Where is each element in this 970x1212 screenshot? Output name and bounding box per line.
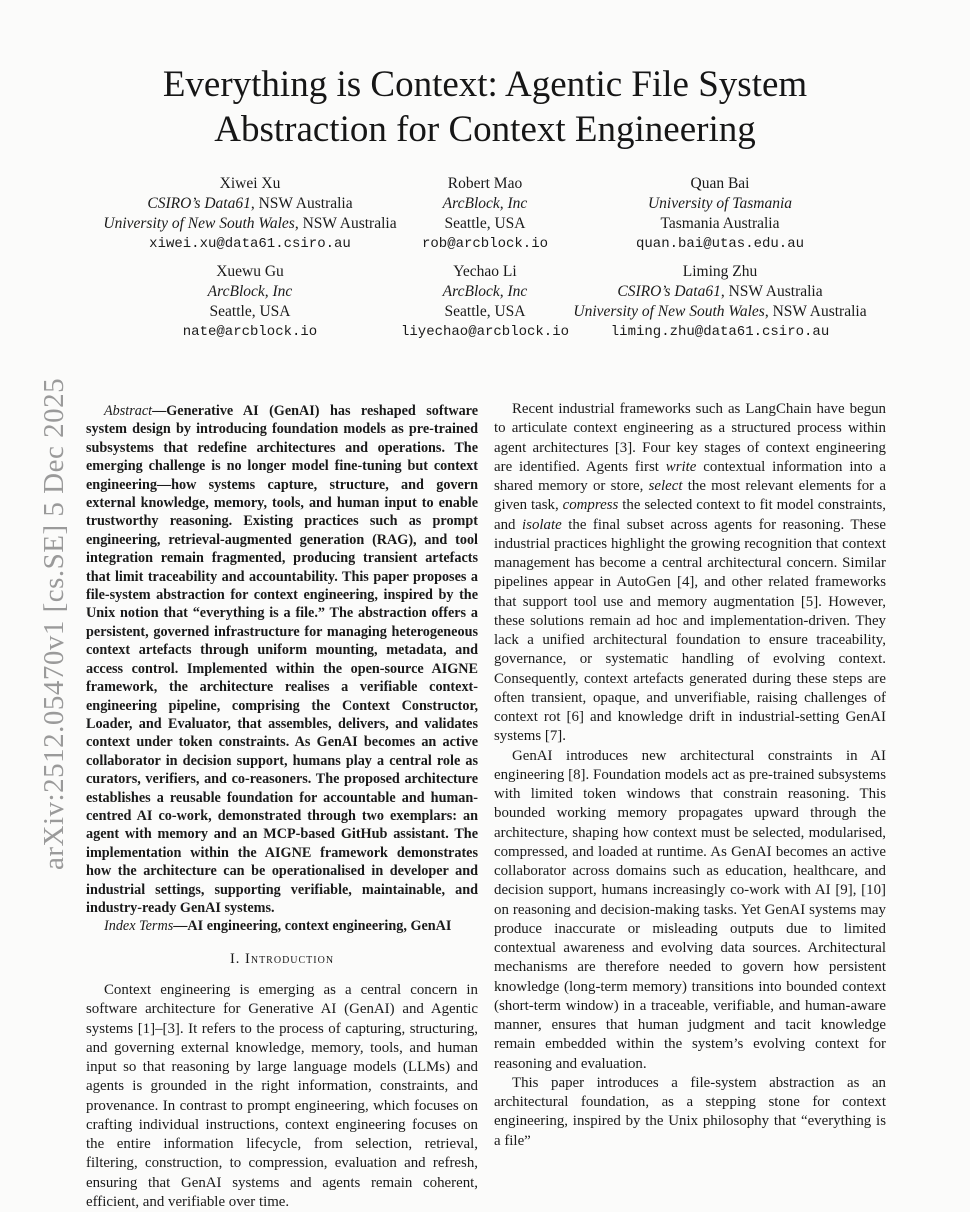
index-terms xyxy=(86,917,478,935)
index-terms-lead: Index Terms xyxy=(104,918,174,935)
author-block xyxy=(390,262,580,342)
author-affiliation-rest: , NSW Australia xyxy=(294,215,397,232)
author-affiliation: ArcBlock, Inc xyxy=(442,195,528,212)
author-affiliation: University of Tasmania xyxy=(647,195,793,212)
author-email: quan.bai@utas.edu.au xyxy=(635,236,805,252)
abstract-text: —Generative AI (GenAI) has reshaped software system design by introducing foundation models as pre-trained subsystems that redefine architectures and operations. The emerging challenge is no longer model fine-tuning but context engineering—how systems capture, structure, and govern external knowledge, memory, tools, and human input to enable trustworthy reasoning. Existing practices such as prompt engineering, retrieval-augmented generation (RAG), and tool integration remain fragmented, producing transient artefacts that limit traceability and accountability. This paper proposes a file-system abstraction for context engineering, inspired by the Unix notion that “everything is a file.” The abstraction offers a persistent, governed infrastructure for managing heterogeneous context artefacts through uniform mounting, metadata, and access control. Implemented within the open-source AIGNE framework, the architecture realises a verifiable context-engineering pipeline, comprising the Context Constructor, Loader, and Evaluator, that assembles, delivers, and validates context under token constraints. As GenAI becomes an active collaborator in decision support, humans play a central role as curators, verifiers, and co-reasoners. The proposed architecture establishes a reusable foundation for accountable and human-centred AI co-work, demonstrated through two exemplars: an agent with memory and an MCP-based GitHub assistant. The implementation within the AIGNE framework demonstrates how the architecture can be operationalised in developer and industrial settings, supporting verifiable, maintainable, and industry-ready GenAI systems. xyxy=(86,403,478,916)
author-location: Tasmania Australia xyxy=(660,215,780,232)
abstract-lead: Abstract xyxy=(104,403,153,419)
text-run: the most relevant elements for a given task, xyxy=(494,478,886,514)
author-block xyxy=(100,174,400,254)
text-run: the selected context to fit model constraints, and xyxy=(494,497,886,533)
emphasis-select: select xyxy=(648,478,683,494)
author-block xyxy=(570,262,870,342)
author-email: nate@arcblock.io xyxy=(182,324,318,340)
author-name: Xuewu Gu xyxy=(216,263,284,280)
author-affiliation-rest: , NSW Australia xyxy=(250,195,353,212)
intro-paragraph: Context engineering is emerging as a central concern in software architecture for Generative AI (GenAI) and Agentic systems [1]–[3]. It refers to the process of capturing, structuring, and governing external knowledge, memory, tools, and human input so that reasoning by large language models (LLMs) and agents is grounded in the right information, constraints, and provenance. In contrast to prompt engineering, which focuses on crafting individual instructions, context engineering focuses on the entire information lifecycle, from selection, retrieval, filtering, construction, to compression, evaluation and refresh, ensuring that GenAI systems and agents remain coherent, efficient, and verifiable over time. xyxy=(86,982,478,1210)
author-affiliation: ArcBlock, Inc xyxy=(207,283,293,300)
author-location: Seattle, USA xyxy=(444,215,526,232)
title-line-2: Abstraction for Context Engineering xyxy=(214,109,756,150)
text-run: the final subset across agents for reasoning. These industrial practices highlight the growing recognition that context management has become a central architectural concern. Similar pipelines appear in AutoGen [4], and other related frameworks that support tool use and memory augmentation [5]. However, these solutions remain ad hoc and implementation-driven. They lack a unified architectural foundation to ensure traceability, governance, or systematic handling of evolving context. Consequently, context artefacts generated during these steps are often transient, opaque, and unverifiable, raising challenges of context rot [6] and knowledge drift in industrial-setting GenAI systems [7]. xyxy=(494,516,886,745)
section-heading-introduction: I. Introduction xyxy=(229,950,335,967)
author-email: liming.zhu@data61.csiro.au xyxy=(610,324,830,340)
paper-title xyxy=(60,62,910,152)
author-name: Quan Bai xyxy=(690,175,750,192)
author-location: Seattle, USA xyxy=(444,303,526,320)
author-email: xiwei.xu@data61.csiro.au xyxy=(149,236,351,252)
author-location: Seattle, USA xyxy=(209,303,291,320)
author-block xyxy=(160,262,340,342)
title-line-1: Everything is Context: Agentic File System xyxy=(162,64,808,105)
author-affiliation-rest: , NSW Australia xyxy=(764,303,867,320)
author-name: Xiwei Xu xyxy=(219,175,281,192)
emphasis-write: write xyxy=(665,458,697,475)
author-email: liyechao@arcblock.io xyxy=(400,324,570,340)
emphasis-compress: compress xyxy=(562,497,619,514)
body-paragraph xyxy=(494,400,886,747)
emphasis-isolate: isolate xyxy=(522,516,562,533)
author-affiliation: University of New South Wales xyxy=(103,215,295,232)
author-block xyxy=(600,174,840,254)
author-affiliation: University of New South Wales xyxy=(573,303,765,320)
body-paragraph: This paper introduces a file-system abstraction as an architectural foundation, as a stepping stone for context engineering, inspired by the Unix philosophy that “everything is a file” xyxy=(494,1074,886,1149)
abstract xyxy=(86,402,478,917)
arxiv-identifier: arXiv:2512.05470v1 [cs.SE] 5 Dec 2025 xyxy=(38,377,70,870)
text-run: Recent industrial frameworks such as LangChain have begun to articulate context engineering as a structured process within agent architectures [3]. Four key stages of context engineering are identified. Agents first xyxy=(494,401,886,475)
right-column xyxy=(494,400,886,1151)
author-name: Robert Mao xyxy=(447,175,523,192)
text-run: contextual information into a shared memory or store, xyxy=(494,458,886,494)
author-affiliation-rest: , NSW Australia xyxy=(720,283,823,300)
author-email: rob@arcblock.io xyxy=(421,236,549,252)
author-block xyxy=(400,174,570,254)
author-affiliation: ArcBlock, Inc xyxy=(442,283,528,300)
author-name: Liming Zhu xyxy=(682,263,758,280)
left-column xyxy=(86,402,478,1212)
index-terms-text: —AI engineering, context engineering, GenAI xyxy=(173,918,452,935)
author-name: Yechao Li xyxy=(453,263,517,280)
body-paragraph: GenAI introduces new architectural constraints in AI engineering [8]. Foundation models act as pre-trained subsystems with limited token windows that constrain reasoning. This bounded working memory propagates upward through the architecture, shaping how context must be selected, modularised, compressed, and loaded at runtime. As GenAI becomes an active collaborator across domains such as education, healthcare, and decision support, humans increasingly co-work with AI [9], [10] on reasoning and decision-making tasks. Yet GenAI systems may produce inaccurate or misleading outputs due to limited contextual awareness and evolving data sources. Architectural mechanisms are therefore needed to govern how persistent knowledge (long-term memory) transitions into bounded context (short-term window) in a traceable, verifiable, and human-aware manner, ensures that human judgment and tacit knowledge remain embedded within the system’s evolving context for reasoning and evaluation. xyxy=(494,747,886,1072)
author-affiliation: CSIRO’s Data61 xyxy=(147,195,251,212)
author-affiliation: CSIRO’s Data61 xyxy=(617,283,721,300)
